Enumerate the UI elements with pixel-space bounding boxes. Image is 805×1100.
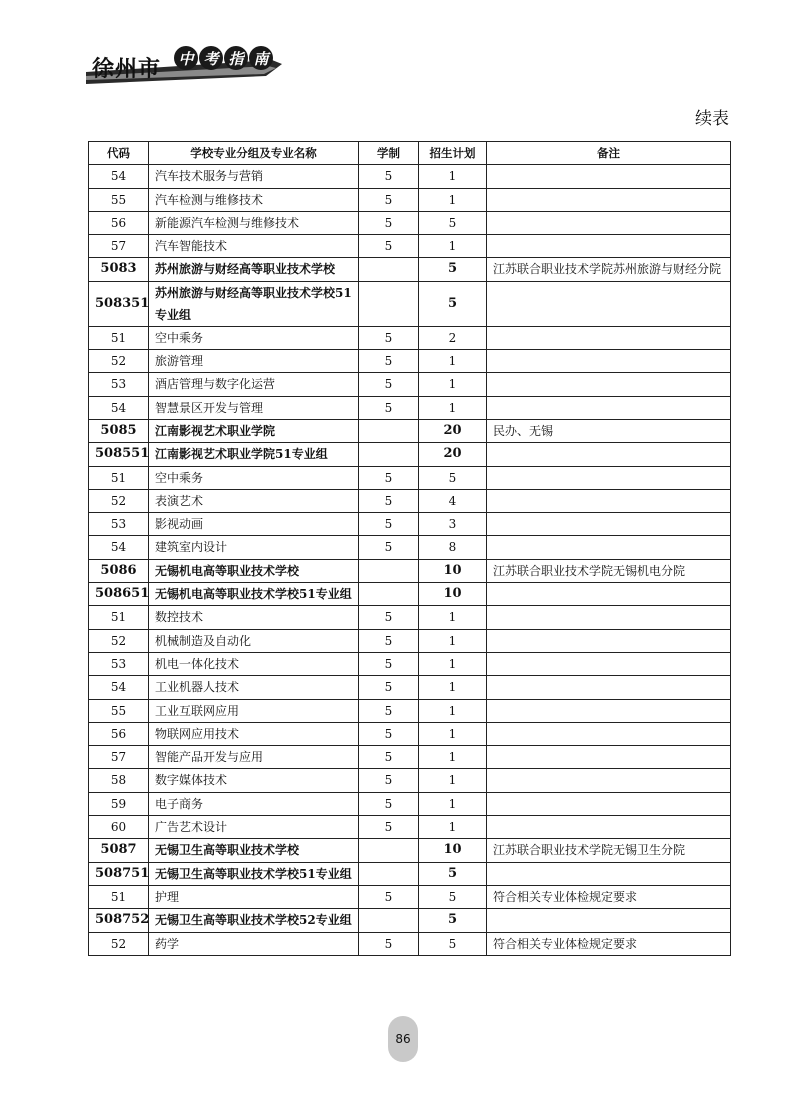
cell-name: 表演艺术	[149, 489, 359, 512]
cell-code: 55	[89, 188, 149, 211]
cell-note	[487, 699, 731, 722]
cell-years: 5	[359, 746, 419, 769]
cell-name: 数控技术	[149, 606, 359, 629]
cell-quota: 10	[419, 583, 487, 606]
cell-note	[487, 583, 731, 606]
cell-name: 工业机器人技术	[149, 676, 359, 699]
cell-quota: 1	[419, 746, 487, 769]
cell-years: 5	[359, 722, 419, 745]
cell-name: 空中乘务	[149, 466, 359, 489]
cell-name: 江南影视艺术职业学院	[149, 419, 359, 442]
cell-years	[359, 258, 419, 281]
cell-note	[487, 235, 731, 258]
cell-name: 无锡机电高等职业技术学校51专业组	[149, 583, 359, 606]
cell-name: 新能源汽车检测与维修技术	[149, 211, 359, 234]
cell-quota: 5	[419, 932, 487, 955]
continued-label: 续表	[695, 109, 729, 129]
cell-note	[487, 165, 731, 188]
cell-code: 508752	[89, 909, 149, 932]
cell-note	[487, 188, 731, 211]
table-row-school	[89, 839, 731, 862]
cell-name: 酒店管理与数字化运营	[149, 373, 359, 396]
cell-years: 5	[359, 211, 419, 234]
cell-name: 无锡卫生高等职业技术学校	[149, 839, 359, 862]
cell-quota: 1	[419, 165, 487, 188]
cell-code: 508551	[89, 443, 149, 466]
cell-code: 508651	[89, 583, 149, 606]
cell-years: 5	[359, 188, 419, 211]
enrollment-table	[88, 141, 731, 956]
cell-name: 智慧景区开发与管理	[149, 396, 359, 419]
cell-code: 5086	[89, 559, 149, 582]
cell-name: 苏州旅游与财经高等职业技术学校	[149, 258, 359, 281]
cell-code: 57	[89, 746, 149, 769]
cell-name: 建筑室内设计	[149, 536, 359, 559]
cell-years: 5	[359, 235, 419, 258]
cell-code: 59	[89, 792, 149, 815]
cell-quota: 1	[419, 629, 487, 652]
cell-note	[487, 281, 731, 326]
cell-note	[487, 443, 731, 466]
header-guide-char: 中	[174, 46, 198, 70]
cell-years	[359, 443, 419, 466]
cell-name: 药学	[149, 932, 359, 955]
cell-code: 55	[89, 699, 149, 722]
cell-quota: 20	[419, 419, 487, 442]
column-header-quota: 招生计划	[419, 142, 487, 165]
cell-note	[487, 211, 731, 234]
cell-code: 60	[89, 816, 149, 839]
cell-years: 5	[359, 699, 419, 722]
cell-years	[359, 839, 419, 862]
table-row	[89, 816, 731, 839]
table-row	[89, 235, 731, 258]
cell-quota: 1	[419, 769, 487, 792]
cell-name: 汽车检测与维修技术	[149, 188, 359, 211]
cell-note	[487, 909, 731, 932]
cell-code: 51	[89, 606, 149, 629]
column-header-name: 学校专业分组及专业名称	[149, 142, 359, 165]
table-row-school	[89, 419, 731, 442]
table-row	[89, 396, 731, 419]
cell-note	[487, 350, 731, 373]
cell-code: 5087	[89, 839, 149, 862]
cell-quota: 5	[419, 211, 487, 234]
cell-quota: 1	[419, 816, 487, 839]
table-row	[89, 629, 731, 652]
cell-quota: 5	[419, 466, 487, 489]
cell-years: 5	[359, 396, 419, 419]
cell-code: 53	[89, 513, 149, 536]
cell-years: 5	[359, 489, 419, 512]
table-row-school	[89, 559, 731, 582]
cell-note	[487, 606, 731, 629]
cell-code: 54	[89, 676, 149, 699]
table-row	[89, 885, 731, 908]
cell-name: 江南影视艺术职业学院51专业组	[149, 443, 359, 466]
table-row	[89, 606, 731, 629]
cell-years: 5	[359, 326, 419, 349]
cell-note	[487, 769, 731, 792]
cell-quota: 3	[419, 513, 487, 536]
cell-years: 5	[359, 536, 419, 559]
cell-code: 52	[89, 350, 149, 373]
cell-name: 物联网应用技术	[149, 722, 359, 745]
page-number: 86	[388, 1016, 418, 1062]
table-row	[89, 746, 731, 769]
table-body	[89, 165, 731, 956]
cell-quota: 8	[419, 536, 487, 559]
cell-quota: 2	[419, 326, 487, 349]
header-guide-char: 指	[224, 46, 248, 70]
cell-years: 5	[359, 932, 419, 955]
cell-note	[487, 792, 731, 815]
table-row-school	[89, 909, 731, 932]
table-header-row	[89, 142, 731, 165]
cell-years	[359, 909, 419, 932]
cell-quota: 1	[419, 792, 487, 815]
cell-years	[359, 583, 419, 606]
cell-code: 57	[89, 235, 149, 258]
cell-quota: 1	[419, 722, 487, 745]
cell-years: 5	[359, 606, 419, 629]
cell-name: 电子商务	[149, 792, 359, 815]
cell-code: 52	[89, 932, 149, 955]
cell-years: 5	[359, 769, 419, 792]
cell-name: 无锡卫生高等职业技术学校52专业组	[149, 909, 359, 932]
table-row	[89, 373, 731, 396]
cell-years: 5	[359, 350, 419, 373]
cell-years: 5	[359, 513, 419, 536]
cell-years: 5	[359, 676, 419, 699]
cell-note	[487, 536, 731, 559]
table-row	[89, 792, 731, 815]
cell-code: 508751	[89, 862, 149, 885]
column-header-note: 备注	[487, 142, 731, 165]
cell-years	[359, 862, 419, 885]
cell-quota: 5	[419, 862, 487, 885]
table-row-school	[89, 862, 731, 885]
header-city: 徐州市	[92, 57, 162, 82]
table-row-school	[89, 281, 731, 326]
cell-name: 旅游管理	[149, 350, 359, 373]
cell-note	[487, 816, 731, 839]
cell-years	[359, 559, 419, 582]
cell-years	[359, 419, 419, 442]
cell-code: 58	[89, 769, 149, 792]
cell-quota: 5	[419, 258, 487, 281]
cell-name: 无锡机电高等职业技术学校	[149, 559, 359, 582]
cell-quota: 1	[419, 396, 487, 419]
cell-name: 工业互联网应用	[149, 699, 359, 722]
cell-years: 5	[359, 792, 419, 815]
cell-years: 5	[359, 466, 419, 489]
table-row	[89, 350, 731, 373]
cell-note	[487, 862, 731, 885]
cell-note	[487, 373, 731, 396]
table-row	[89, 211, 731, 234]
cell-code: 54	[89, 165, 149, 188]
table-row	[89, 652, 731, 675]
header-guide-char: 南	[249, 46, 273, 70]
cell-quota: 10	[419, 559, 487, 582]
cell-note: 符合相关专业体检规定要求	[487, 885, 731, 908]
cell-name: 广告艺术设计	[149, 816, 359, 839]
table-row-school	[89, 443, 731, 466]
cell-name: 智能产品开发与应用	[149, 746, 359, 769]
cell-note: 江苏联合职业技术学院无锡机电分院	[487, 559, 731, 582]
cell-code: 56	[89, 211, 149, 234]
table-row	[89, 466, 731, 489]
cell-name: 空中乘务	[149, 326, 359, 349]
cell-quota: 5	[419, 281, 487, 326]
cell-years: 5	[359, 816, 419, 839]
cell-years	[359, 281, 419, 326]
cell-name: 机械制造及自动化	[149, 629, 359, 652]
table-row	[89, 188, 731, 211]
cell-note	[487, 489, 731, 512]
cell-code: 56	[89, 722, 149, 745]
cell-note	[487, 513, 731, 536]
cell-note	[487, 676, 731, 699]
cell-code: 53	[89, 652, 149, 675]
table-row	[89, 513, 731, 536]
cell-code: 51	[89, 326, 149, 349]
table-row	[89, 165, 731, 188]
cell-quota: 10	[419, 839, 487, 862]
cell-note	[487, 629, 731, 652]
cell-code: 51	[89, 885, 149, 908]
cell-quota: 1	[419, 652, 487, 675]
header-guide-char: 考	[199, 46, 223, 70]
column-header-code: 代码	[89, 142, 149, 165]
cell-quota: 1	[419, 699, 487, 722]
cell-quota: 1	[419, 235, 487, 258]
cell-code: 5085	[89, 419, 149, 442]
table-row	[89, 699, 731, 722]
cell-quota: 20	[419, 443, 487, 466]
table-row-school	[89, 583, 731, 606]
cell-quota: 1	[419, 373, 487, 396]
cell-years: 5	[359, 165, 419, 188]
cell-note	[487, 722, 731, 745]
cell-code: 52	[89, 489, 149, 512]
cell-quota: 5	[419, 909, 487, 932]
column-header-years: 学制	[359, 142, 419, 165]
table-row	[89, 722, 731, 745]
table-row	[89, 676, 731, 699]
cell-years: 5	[359, 652, 419, 675]
header-guide-title	[174, 46, 273, 70]
table-row	[89, 932, 731, 955]
cell-code: 54	[89, 396, 149, 419]
cell-code: 508351	[89, 281, 149, 326]
cell-note: 符合相关专业体检规定要求	[487, 932, 731, 955]
cell-note	[487, 652, 731, 675]
cell-name: 汽车技术服务与营销	[149, 165, 359, 188]
table-row	[89, 489, 731, 512]
cell-code: 5083	[89, 258, 149, 281]
cell-name: 影视动画	[149, 513, 359, 536]
cell-quota: 4	[419, 489, 487, 512]
cell-name: 无锡卫生高等职业技术学校51专业组	[149, 862, 359, 885]
table-row-school	[89, 258, 731, 281]
cell-code: 51	[89, 466, 149, 489]
cell-note	[487, 466, 731, 489]
cell-name: 护理	[149, 885, 359, 908]
cell-name: 机电一体化技术	[149, 652, 359, 675]
cell-name: 汽车智能技术	[149, 235, 359, 258]
cell-note: 江苏联合职业技术学院苏州旅游与财经分院	[487, 258, 731, 281]
cell-years: 5	[359, 885, 419, 908]
cell-quota: 5	[419, 885, 487, 908]
cell-years: 5	[359, 629, 419, 652]
cell-quota: 1	[419, 606, 487, 629]
cell-name: 苏州旅游与财经高等职业技术学校51专业组	[149, 281, 359, 326]
cell-code: 54	[89, 536, 149, 559]
cell-name: 数字媒体技术	[149, 769, 359, 792]
table-row	[89, 326, 731, 349]
cell-quota: 1	[419, 350, 487, 373]
cell-years: 5	[359, 373, 419, 396]
cell-note	[487, 396, 731, 419]
cell-code: 53	[89, 373, 149, 396]
cell-note: 江苏联合职业技术学院无锡卫生分院	[487, 839, 731, 862]
cell-quota: 1	[419, 676, 487, 699]
cell-note	[487, 746, 731, 769]
cell-quota: 1	[419, 188, 487, 211]
cell-code: 52	[89, 629, 149, 652]
cell-note: 民办、无锡	[487, 419, 731, 442]
table-row	[89, 536, 731, 559]
table-row	[89, 769, 731, 792]
cell-note	[487, 326, 731, 349]
